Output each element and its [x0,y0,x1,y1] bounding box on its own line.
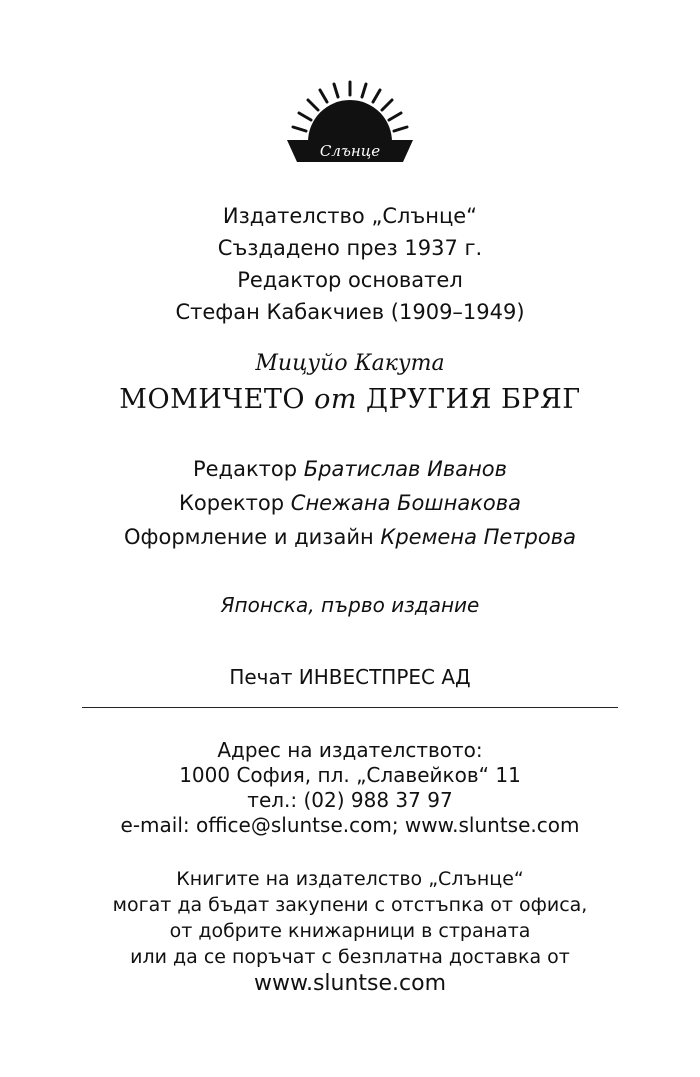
printing-info: Печат ИНВЕСТПРЕС АД [229,665,471,689]
purchase-info [0,866,700,998]
purchase-line-2: могат да бъдат закупени с отстъпка от офиса, [112,894,588,916]
publisher-address [0,738,700,838]
proofreader-name: Снежана Бошнакова [290,491,522,515]
publisher-founded: Създадено през 1937 г. [217,236,483,260]
founder-label: Редактор основател [237,268,463,292]
purchase-line-3: от добрите книжарници в страната [169,920,531,942]
address-street: 1000 София, пл. „Славейков“ 11 [179,763,521,787]
section-divider [82,707,618,708]
title-part-2: от [314,384,357,415]
design-name: Кремена Петрова [380,525,576,549]
address-email-web: e-mail: office@sluntse.com; www.sluntse.com [120,813,580,837]
address-phone: тел.: (02) 988 37 97 [247,788,453,812]
editor-label: Редактор [192,457,298,481]
sun-publisher-logo [283,78,417,164]
purchase-line-4: или да се поръчат с безплатна доставка от [130,946,570,968]
founder-name: Стефан Кабакчиев (1909–1949) [175,300,525,324]
publisher-name: Издателство „Слънце“ [222,204,478,228]
title-part-1: МОМИЧЕТО [119,384,305,415]
edition-info: Японска, първо издание [220,593,480,617]
credit-editor [0,452,700,486]
book-author: Мицуйо Какута [255,351,445,376]
design-label: Оформление и дизайн [124,525,374,549]
website-link: www.sluntse.com [253,971,447,996]
editor-name: Братислав Иванов [303,457,508,481]
proofreader-label: Коректор [178,491,285,515]
title-part-3: ДРУГИЯ БРЯГ [366,384,581,415]
credit-proofreader [0,486,700,520]
book-title [0,382,700,418]
address-label: Адрес на издателството: [217,738,483,762]
logo-text: Слънце [319,142,381,160]
publisher-info [0,200,700,328]
credit-design [0,520,700,554]
purchase-line-1: Книгите на издателство „Слънце“ [176,868,524,890]
credits [0,452,700,554]
